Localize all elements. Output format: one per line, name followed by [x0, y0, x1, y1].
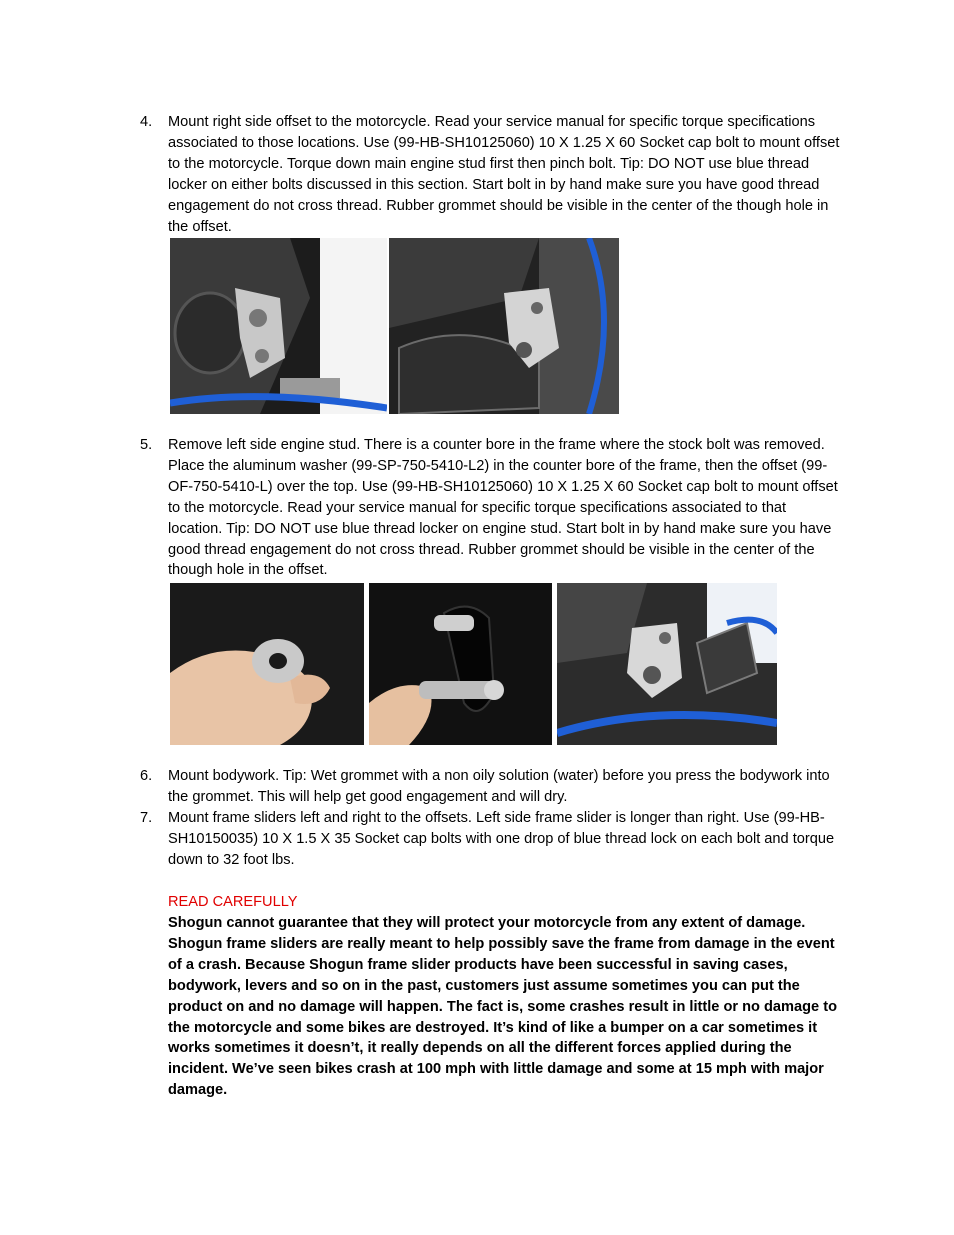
photo-offset-part: [369, 583, 552, 745]
step-text: Mount frame sliders left and right to the offsets. Left side frame slider is longer than right. Use (99-HB-SH10150035) 10 X 1.5 X 35 Socket cap bolts with one drop of blue thread lock on each bolt and torque down to 32 foot lbs.: [168, 810, 835, 868]
photo-right-offset-closeup: [389, 238, 619, 414]
photo-right-offset-mounted: [170, 238, 387, 414]
photo-left-offset-mounted: [557, 583, 777, 745]
photo-aluminum-washer: [170, 583, 364, 745]
step-text: Mount right side offset to the motorcycle. Read your service manual for specific torque specifications associated to those locations. Use (99-HB-SH10125060) 10 X 1.25 X 60 Socket cap bolt to mount offset to the motorcycle. Torque down main engine stud first then pinch bolt. Tip: DO NOT use blue thread locker on either bolts discussed in this section. Start bolt in by hand make sure you have good thread engagement do not cross thread. Rubber grommet should be visible in the center of the though hole in the offset.: [168, 114, 840, 235]
step-text: Remove left side engine stud. There is a counter bore in the frame where the stock bolt was removed. Place the aluminum washer (99-SP-750-5410-L2) in the counter bore of the frame, then the offset (99-OF-750-5410-L) over the top. Use (99-HB-SH10125060) 10 X 1.25 X 60 Socket cap bolt to mount offset to the motorcycle. Read your service manual for specific torque specifications associated to that location. Tip: DO NOT use blue thread locker on engine stud. Start bolt in by hand make sure you have good thread engagement do not cross thread. Rubber grommet should be visible in the center of the though hole in the offset.: [168, 437, 838, 579]
step-text: Mount bodywork. Tip: Wet grommet with a non oily solution (water) before you press the bodywork into the grommet. This will help get good engagement and will dry.: [168, 768, 830, 805]
warning-body: Shogun cannot guarantee that they will protect your motorcycle from any extent of damage. Shogun frame sliders are really meant to help possibly save the frame from damage in the event of a crash. Because Shogun frame slider products have been successful in saving cases, bodywork, levers and so on in the past, customers just assume sometimes you can put the product on and no damage will happen. The fact is, some crashes result in little or no damage to the motorcycle and some bikes are destroyed. It’s kind of like a bumper on a car sometimes it works sometimes it doesn’t, it really depends on all the different forces applied during the incident. We’ve seen bikes crash at 100 mph with little damage and some at 15 mph with major damage.: [168, 915, 837, 1099]
warning-heading: READ CAREFULLY: [168, 894, 298, 910]
step-number: 5.: [140, 437, 153, 453]
step-number: 4.: [140, 114, 153, 130]
step-number: 6.: [140, 768, 153, 784]
step-number: 7.: [140, 810, 153, 826]
